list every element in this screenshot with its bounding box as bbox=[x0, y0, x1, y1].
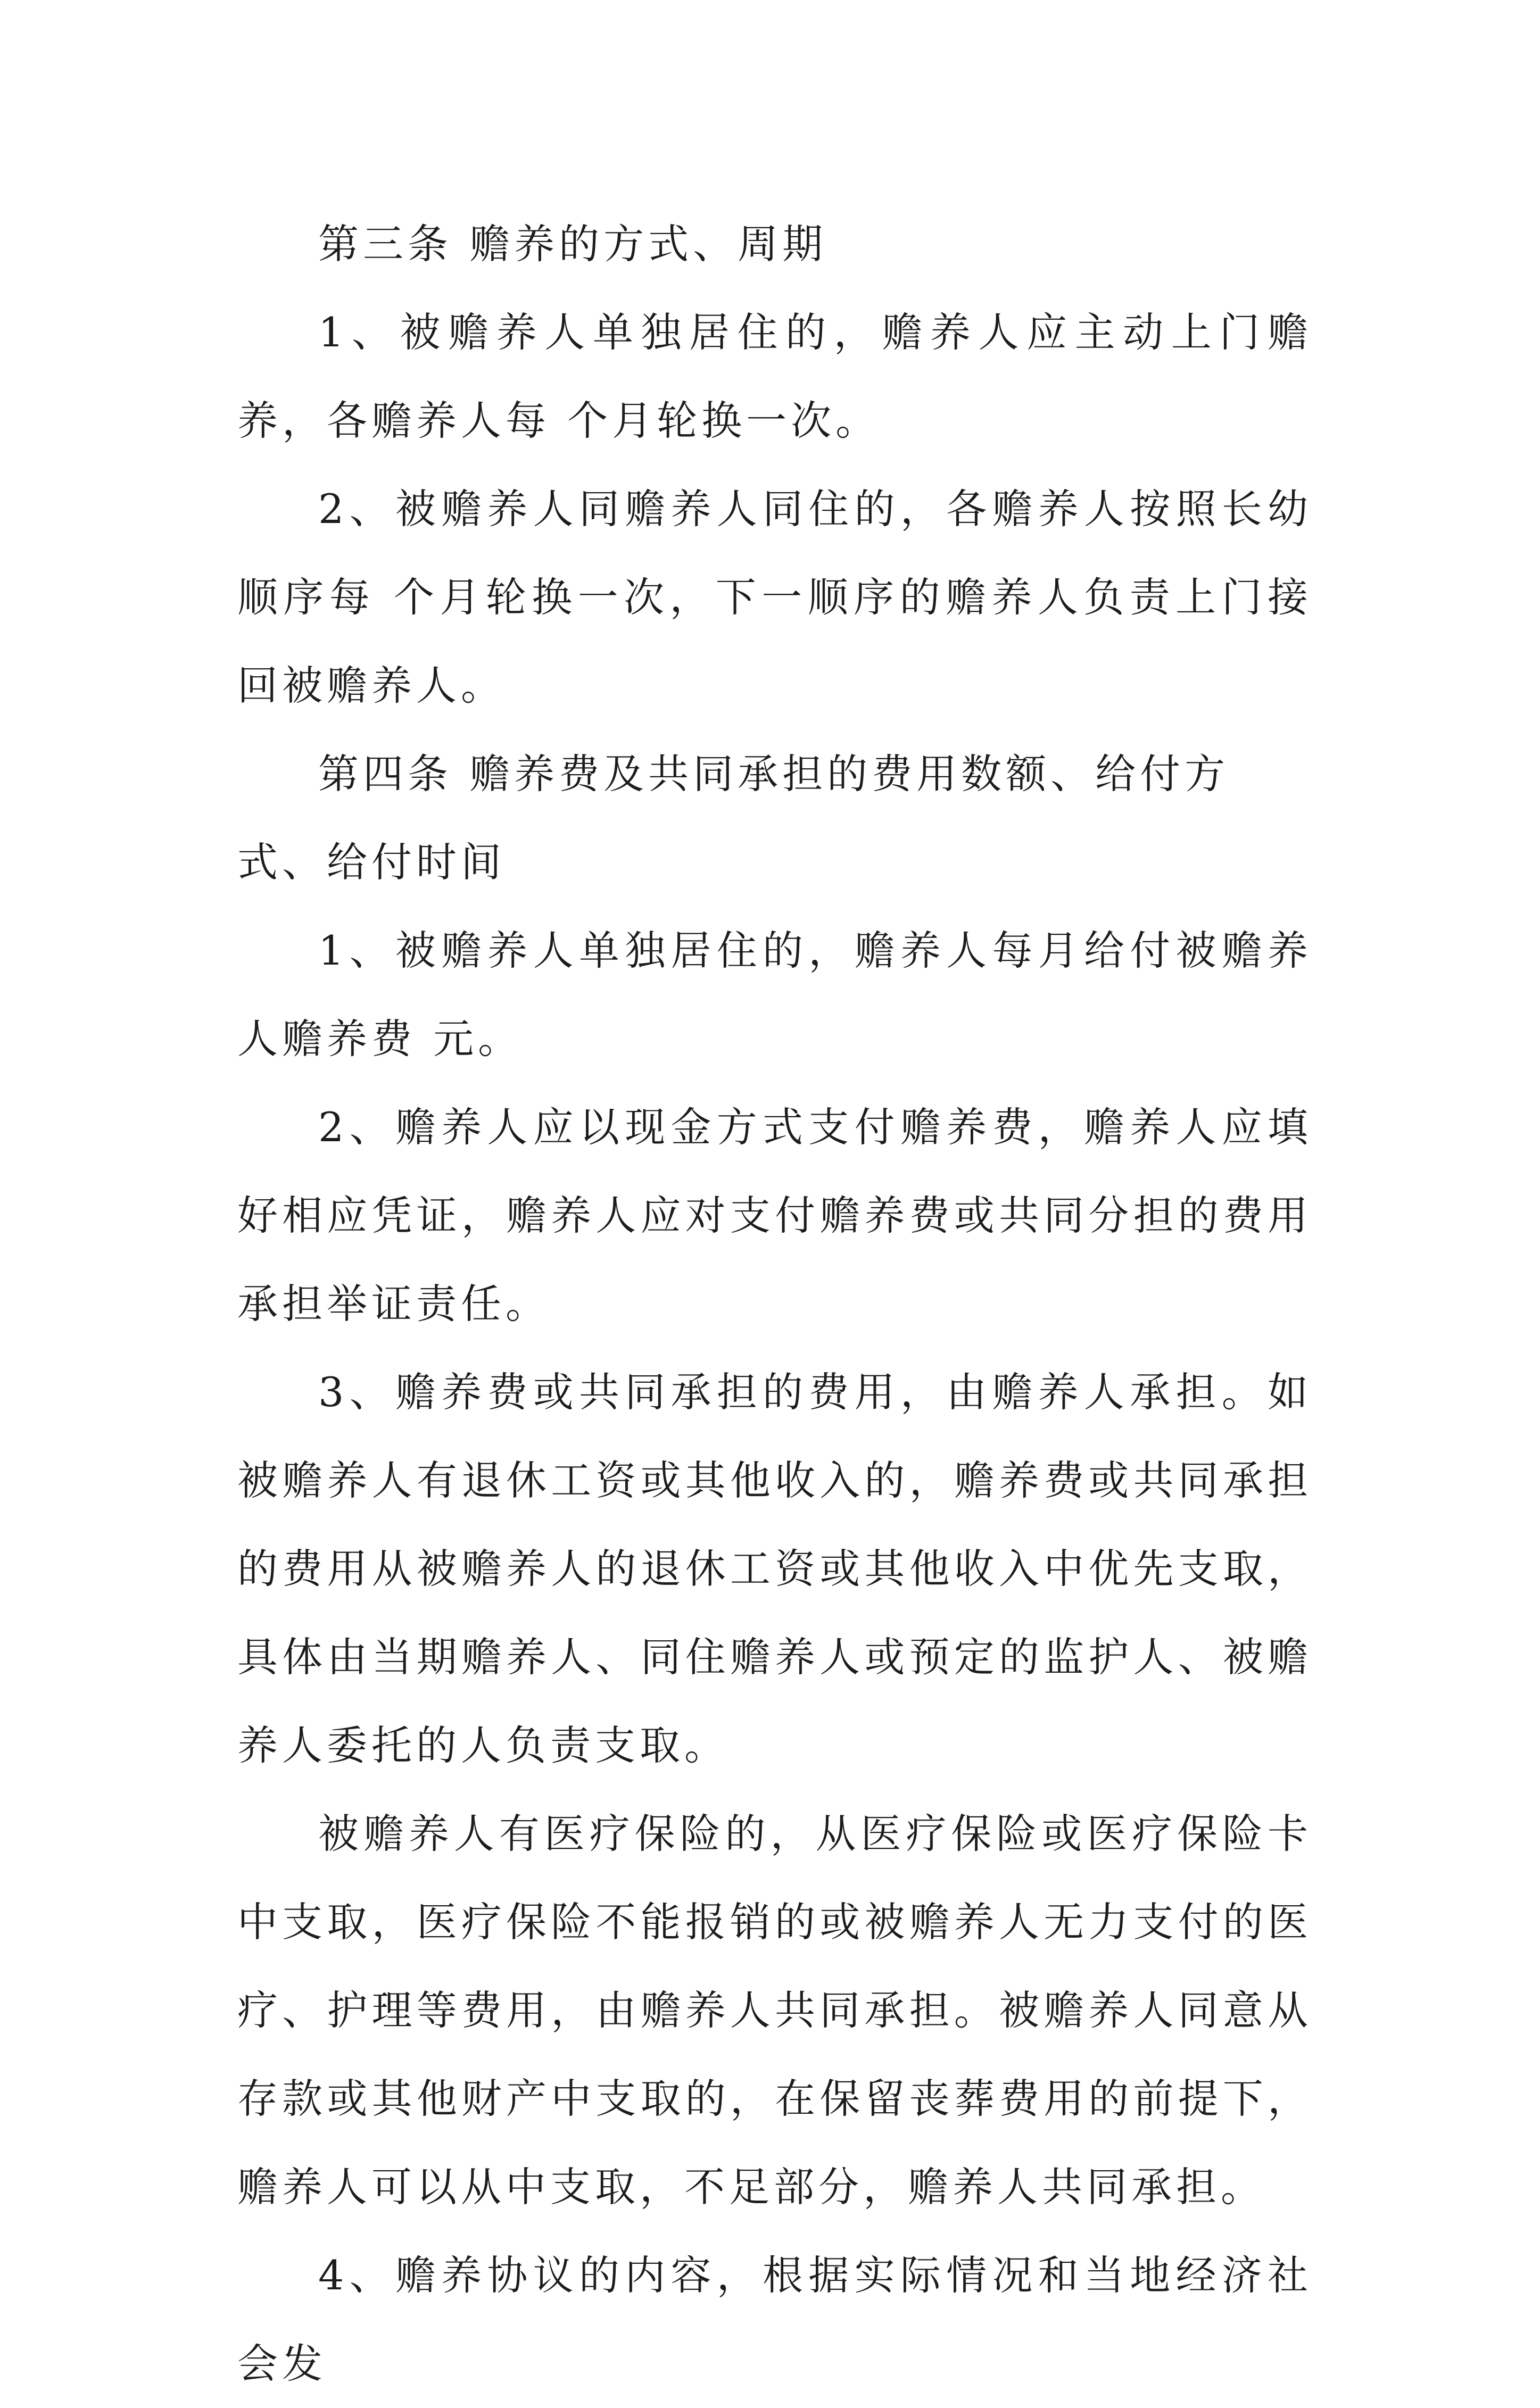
article-4-item-1: 1、被赡养人单独居住的，赡养人每月给付被赡养人赡养费 元。 bbox=[237, 927, 1312, 1062]
article-4-item-3: 3、赡养费或共同承担的费用，由赡养人承担。如被赡养人有退休工资或其他收入的，赡养费或共同承担的费用从被赡养人的退休工资或其他收入中优先支取，具体由当期赡养人、同住赡养人或预定的监护人、被赡养人委托的人负责支取。 bbox=[237, 1368, 1312, 1769]
article-3-item-2: 2、被赡养人同赡养人同住的，各赡养人按照长幼顺序每 个月轮换一次，下一顺序的赡养人负责上门接回被赡养人。 bbox=[237, 485, 1312, 709]
article-4-item-2: 2、赡养人应以现金方式支付赡养费，赡养人应填好相应凭证，赡养人应对支付赡养费或共同分担的费用承担举证责任。 bbox=[237, 1103, 1312, 1327]
article-4-medical-paragraph: 被赡养人有医疗保险的，从医疗保险或医疗保险卡中支取，医疗保险不能报销的或被赡养人无力支付的医疗、护理等费用，由赡养人共同承担。被赡养人同意从存款或其他财产中支取的，在保留丧葬费用的前提下，赡养人可以从中支取，不足部分，赡养人共同承担。 bbox=[237, 1810, 1312, 2211]
article-4-heading: 第四条 赡养费及共同承担的费用数额、给付方式、给付时间 bbox=[237, 750, 1230, 886]
article-4-item-4: 4、赡养协议的内容，根据实际情况和当地经济社会发 bbox=[237, 2252, 1312, 2387]
article-3-heading: 第三条 赡养的方式、周期 bbox=[318, 220, 827, 268]
document-body bbox=[237, 200, 1312, 2408]
article-3-item-1: 1、被赡养人单独居住的，赡养人应主动上门赡养，各赡养人每 个月轮换一次。 bbox=[237, 309, 1312, 444]
